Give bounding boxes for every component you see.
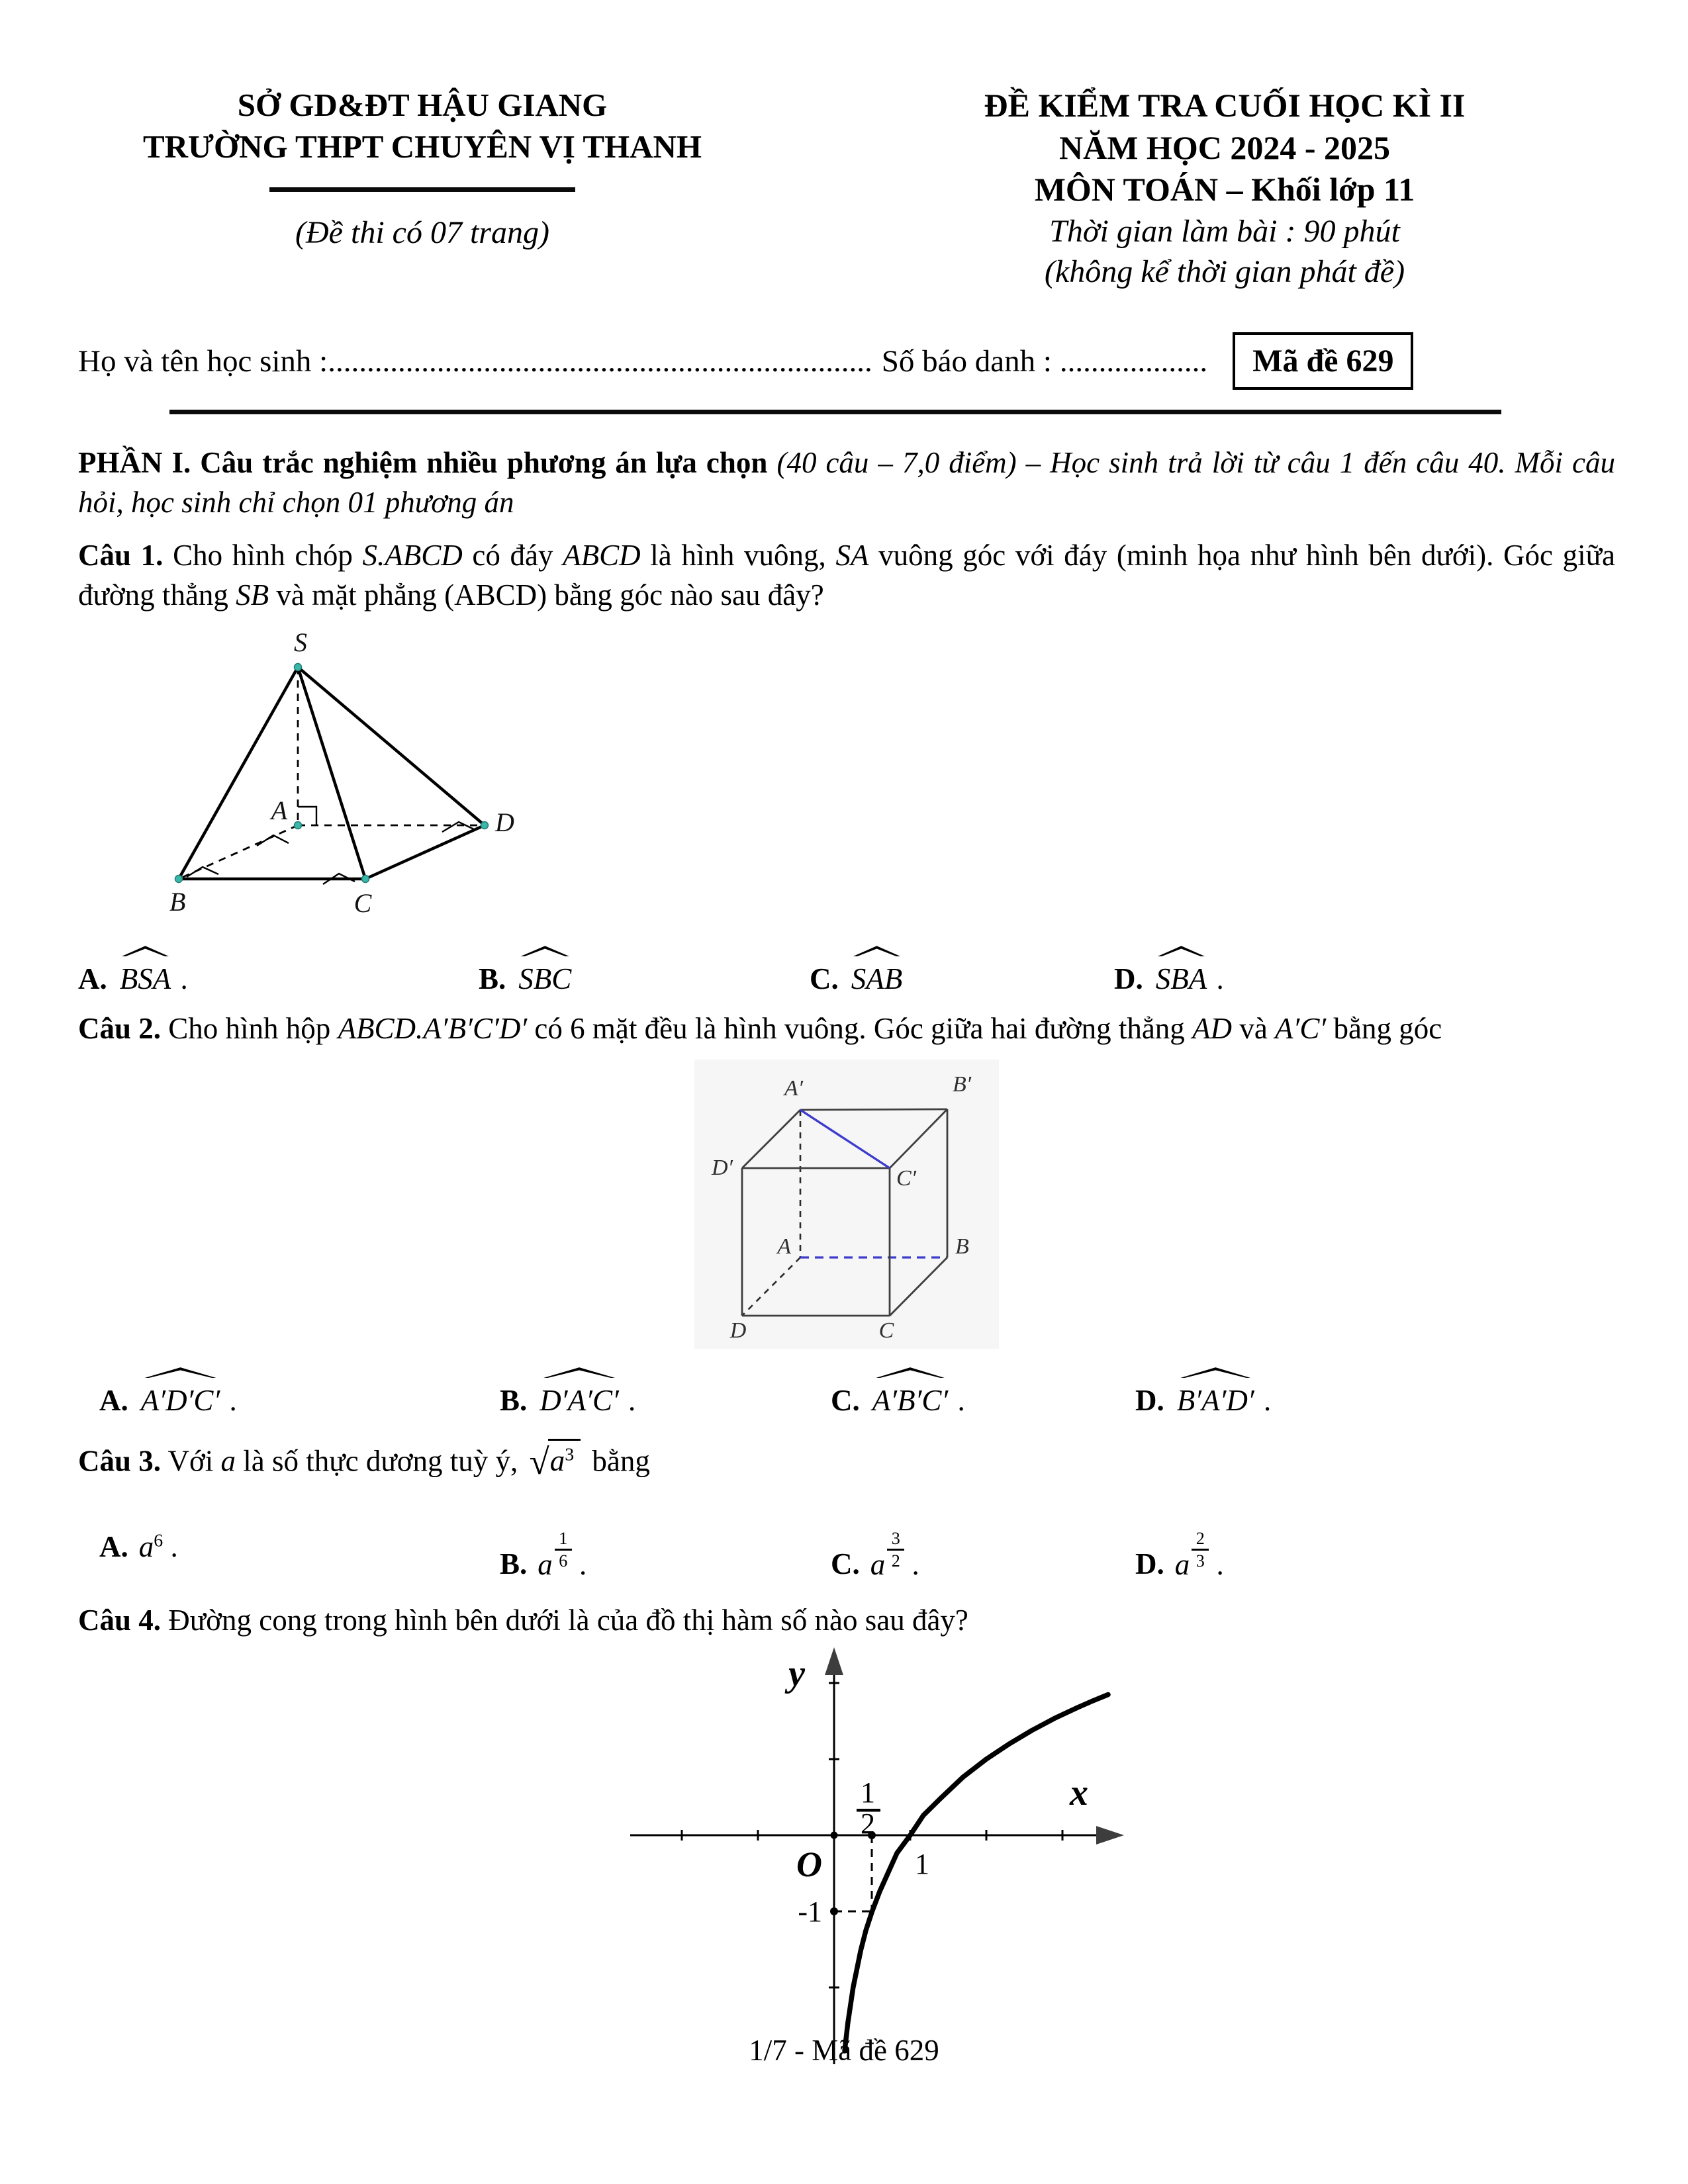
q2-option-c: C. A′B′C′ . [831,1383,965,1417]
q1-option-d: D. SBA . [1114,962,1224,995]
duration-subnote: (không kể thời gian phát đề) [1044,254,1405,290]
question-3-text: Câu 3. Với a là số thực dương tuỳ ý, $√a^3$ bằng [78,1437,1615,1486]
header-right [834,85,1615,293]
pyramid-label-b: B [169,886,186,917]
q3-option-a: A. $a^6$ . [99,1529,178,1563]
log-curve-graph [616,1643,1125,2072]
pyramid-label-c: C [353,887,372,918]
pyramid-label-s: S [294,627,307,657]
section-divider [169,410,1501,414]
exam-title: ĐỀ KIỂM TRA CUỐI HỌC KÌ II [984,87,1466,124]
question-1-text: Câu 1. Cho hình chóp S.ABCD có đáy ABCD là hình vuông, SA vuông góc với đáy (minh họa như hình bên dưới). Góc giữa đường thẳng SB và mặt phẳng (ABCD) bằng góc nào sau đây? [78,539,1616,612]
graph-half-numerator: 1 [861,1776,875,1809]
angle-hat: B′A′D′ [1175,1383,1256,1418]
cube-figure [694,1060,999,1345]
question-2-options [78,1366,1615,1418]
exponent-fraction: $\frac{3}{2}$ [887,1529,904,1570]
q2-option-d: D. B′A′D′ . [1135,1383,1272,1417]
exponent-fraction: $\frac{1}{6}$ [555,1529,572,1570]
sbd-field: ................... [1059,343,1208,379]
page-content [78,85,1615,2075]
question-2-text: Câu 2. Cho hình hộp ABCD.A′B′C′D′ có 6 mặt đều là hình vuông. Góc giữa hai đường thẳng AD và A′C′ bằng góc [78,1011,1442,1045]
graph-half-denominator: 2 [861,1807,875,1841]
header-divider [269,187,575,192]
q3-option-c: C. a $\frac{3}{2}$ . [831,1528,919,1581]
graph-neg-one-label: -1 [798,1895,822,1929]
sbd-label: Số báo danh : [881,343,1052,379]
duration-note: Thời gian làm bài : 90 phút [1049,213,1400,249]
q2-option-b: B. D′A′C′ . [500,1383,636,1417]
header [78,85,1615,293]
exponent-fraction: $\frac{2}{3}$ [1192,1529,1209,1570]
header-left [78,85,767,251]
pyramid-label-d: D [495,807,514,837]
cube-label-a-prime: A′ [784,1075,804,1101]
page-footer: 1/7 - Mã đề 629 [749,2034,939,2067]
angle-hat: SBA [1154,962,1209,996]
graph-origin-label: O [796,1844,822,1885]
angle-hat: D′A′C′ [538,1383,621,1418]
part1-heading: PHẦN I. Câu trắc nghiệm nhiều phương án lựa chọn (40 câu – 7,0 điểm) – Học sinh trả lời từ câu 1 đến câu 40. Mỗi câu hỏi, học sinh chỉ chọn 01 phương án [78,446,1615,520]
subject-grade: MÔN TOÁN – Khối lớp 11 [1034,171,1415,208]
question-4-text: Câu 4. Đường cong trong hình bên dưới là của đồ thị hàm số nào sau đây? [78,1604,968,1637]
q3-option-d: D. a $\frac{2}{3}$ . [1135,1528,1224,1581]
question-1-options [78,944,1615,996]
pages-note: (Đề thi có 07 trang) [295,215,549,251]
cube-label-d: D [729,1318,747,1343]
graph-y-label: y [788,1653,805,1695]
cube-label-d-prime: D′ [712,1155,733,1180]
graph-x-label: x [1070,1772,1088,1814]
pyramid-label-a: A [271,795,287,825]
q1-option-c: C. SAB [810,962,1114,996]
graph-one-label: 1 [915,1848,929,1881]
student-row [78,332,1615,390]
cube-figure-wrap [694,1060,999,1349]
q1-option-a: A. BSA . [78,962,188,995]
pyramid-figure [164,625,515,924]
student-name-label: Họ và tên học sinh : [78,343,328,379]
angle-hat: BSA [118,962,173,996]
department-name: SỞ GD&ĐT HẬU GIANG [237,87,608,123]
cube-label-c: C [878,1318,894,1343]
q3-option-b: B. a $\frac{1}{6}$ . [500,1528,587,1581]
angle-hat: A′D′C′ [139,1383,222,1418]
angle-hat: A′B′C′ [870,1383,951,1418]
angle-hat: SAB [849,962,904,996]
cube-label-c-prime: C′ [896,1165,917,1191]
question-3-options [78,1503,1615,1582]
radical-expression: $√a^3$ [530,1437,581,1486]
cube-label-b-prime: B′ [953,1071,972,1097]
exam-code-box: Mã đề 629 [1233,332,1413,390]
school-name: TRƯỜNG THPT CHUYÊN VỊ THANH [142,128,702,165]
q1-option-b: B. SBC [479,962,810,996]
cube-label-a: A [777,1234,791,1259]
student-name-field: ...................................................................... [328,343,872,379]
angle-hat: SBC [516,962,573,996]
cube-label-b: B [955,1234,969,1259]
q2-option-a: A. A′D′C′ . [99,1383,237,1417]
school-year: NĂM HỌC 2024 - 2025 [1059,128,1390,166]
